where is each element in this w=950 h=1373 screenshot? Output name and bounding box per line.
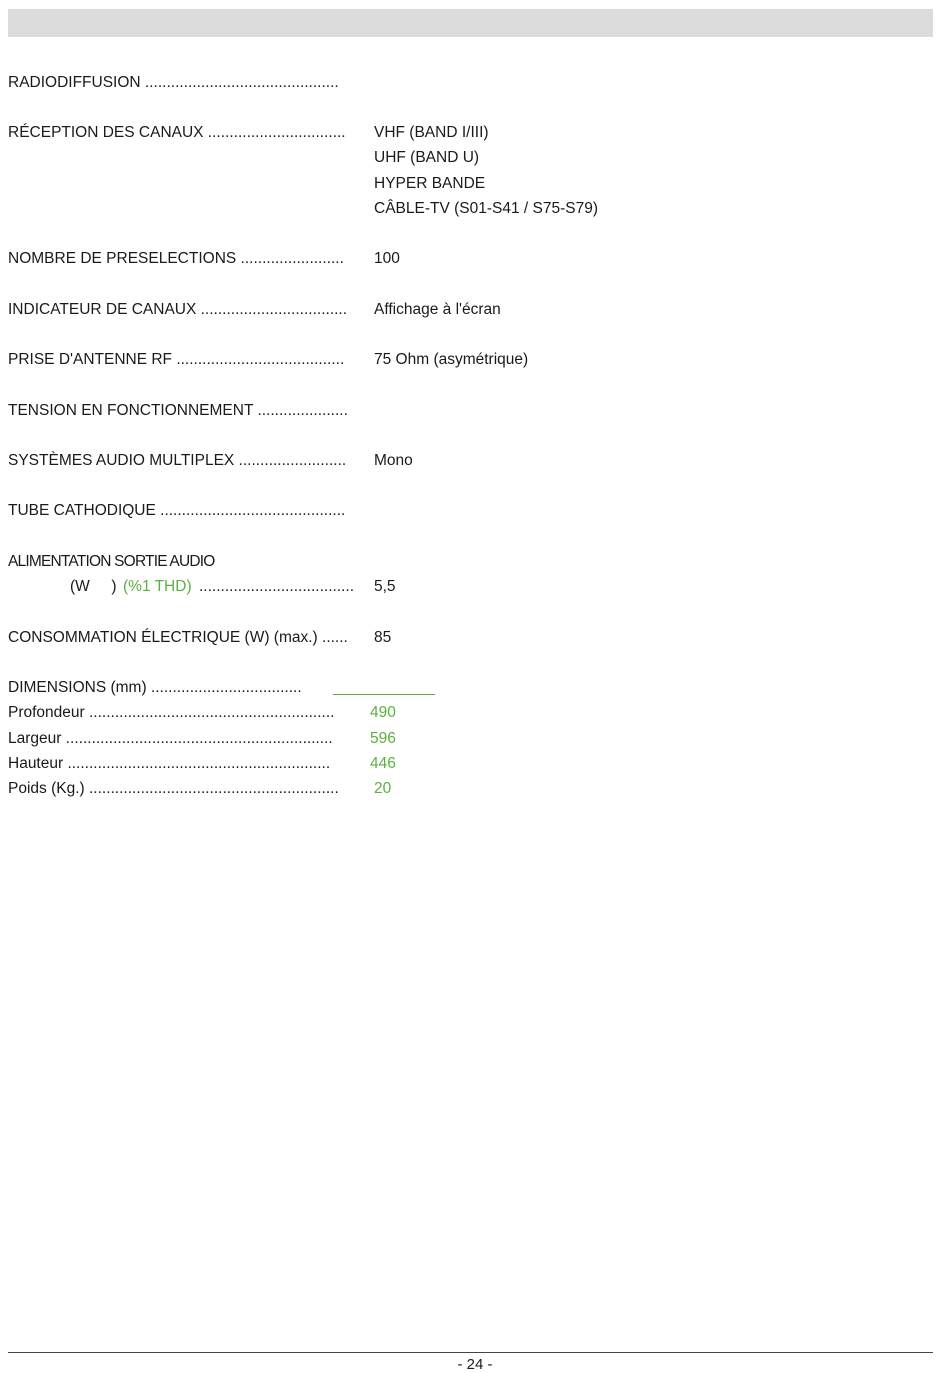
spec-value: Mono (374, 452, 413, 469)
dimension-value: 446 (370, 755, 396, 772)
spec-label: RADIODIFFUSION ............................................. (8, 74, 339, 91)
header-bar (8, 9, 933, 37)
spec-label: RÉCEPTION DES CANAUX ................................ (8, 124, 346, 141)
reception-value-vhf: VHF (BAND I/III) (374, 124, 489, 141)
spec-value: Affichage à l'écran (374, 301, 501, 318)
footer-rule (8, 1352, 933, 1353)
dimension-label: Hauteur ............................................................. (8, 755, 331, 772)
reception-value-uhf: UHF (BAND U) (374, 149, 480, 166)
spec-label: PRISE D'ANTENNE RF ....................................... (8, 351, 345, 368)
spec-label: NOMBRE DE PRESELECTIONS ........................ (8, 250, 344, 267)
audio-power-unit: (W ) (70, 578, 117, 595)
spec-label: SYSTÈMES AUDIO MULTIPLEX ......................... (8, 452, 347, 469)
dimension-label: Largeur .............................................................. (8, 730, 333, 747)
spec-label: TUBE CATHODIQUE ........................................... (8, 502, 346, 519)
audio-power-dots: .................................... (199, 578, 355, 595)
reception-value-hyper: HYPER BANDE (374, 175, 486, 192)
spec-label: TENSION EN FONCTIONNEMENT ..................... (8, 402, 348, 419)
dimension-value: 596 (370, 730, 396, 747)
spec-value: 85 (374, 629, 392, 646)
spec-label: ALIMENTATION SORTIE AUDIO (8, 553, 215, 570)
spec-value: 5,5 (374, 578, 396, 595)
audio-power-thd: (%1 THD) (123, 578, 192, 595)
spec-value: 75 Ohm (asymétrique) (374, 351, 529, 368)
spec-label: INDICATEUR DE CANAUX .................................. (8, 301, 348, 318)
dimension-value: 20 (374, 780, 392, 797)
spec-label: CONSOMMATION ÉLECTRIQUE (W) (max.) ...... (8, 629, 348, 646)
dimensions-underline (333, 694, 435, 695)
dimension-value: 490 (370, 704, 396, 721)
dimension-label: Profondeur ......................................................... (8, 704, 335, 721)
dimension-label: Poids (Kg.) .......................................................... (8, 780, 339, 797)
spec-label: DIMENSIONS (mm) ................................... (8, 679, 302, 696)
spec-value: 100 (374, 250, 400, 267)
reception-value-cable: CÂBLE-TV (S01-S41 / S75-S79) (374, 200, 598, 217)
page-number: - 24 - (457, 1356, 493, 1373)
